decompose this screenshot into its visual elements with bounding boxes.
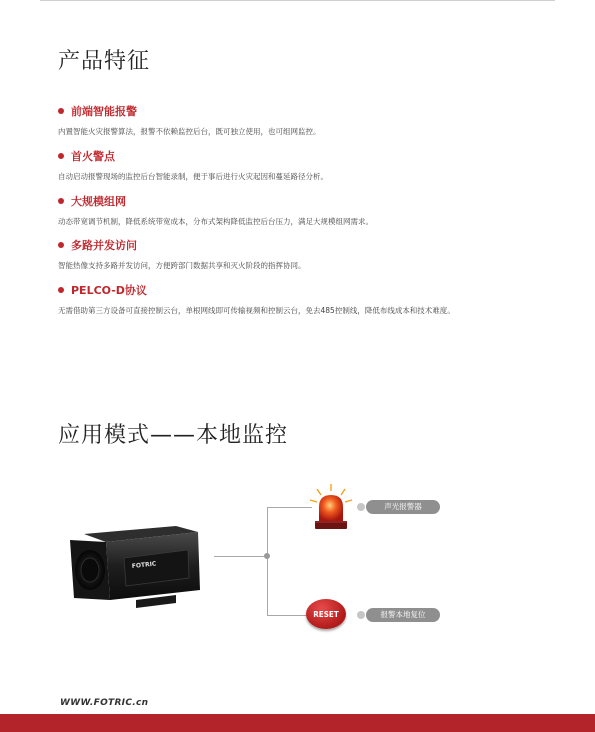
feature-title: PELCO-D协议	[71, 284, 147, 297]
feature-title: 前端智能报警	[71, 105, 137, 118]
top-rule	[40, 0, 555, 1]
output-label-reset: 报警本地复位	[366, 608, 440, 622]
feature-item	[58, 148, 558, 182]
connector-line	[267, 615, 309, 616]
feature-desc: 动态带宽调节机制，降低系统带宽成本，分布式架构降低监控后台压力，满足大规模组网需求。	[58, 217, 373, 226]
reset-button-icon	[306, 599, 346, 631]
feature-desc: 无需借助第三方设备可直接控制云台，单根网线即可传输视频和控制云台，免去485控制线，降低布线成本和技术难度。	[58, 306, 455, 315]
feature-item	[58, 193, 558, 227]
feature-desc: 内置智能火灾报警算法，报警不依赖监控后台，既可独立使用，也可组网监控。	[58, 127, 321, 136]
footer-bar	[0, 714, 595, 732]
feature-title: 大规模组网	[71, 195, 126, 208]
connector-line	[214, 556, 268, 557]
bullet-icon	[58, 153, 64, 159]
junction-dot	[264, 553, 270, 559]
feature-desc: 智能热像支持多路并发访问，方便跨部门数据共享和灭火阶段的指挥协同。	[58, 261, 306, 270]
reset-button-text: RESET	[313, 609, 339, 619]
footer-url: WWW.FOTRIC.cn	[60, 698, 149, 708]
bullet-icon	[58, 242, 64, 248]
connector-line	[267, 507, 268, 616]
thermal-camera-image	[66, 520, 216, 610]
feature-item	[58, 237, 558, 271]
feature-title: 首火警点	[71, 150, 115, 163]
output-label-alarm: 声光报警器	[366, 500, 440, 514]
section-title-application: 应用模式——本地监控	[58, 423, 289, 448]
feature-item	[58, 103, 558, 137]
bullet-icon	[58, 108, 64, 114]
section-title-features: 产品特征	[58, 49, 151, 74]
feature-desc: 自动启动报警现场的监控后台智能录制，便于事后进行火灾起因和蔓延路径分析。	[58, 172, 328, 181]
camera-brand-label: FOTRIC	[131, 560, 157, 570]
siren-icon	[308, 483, 354, 533]
feature-item	[58, 282, 558, 316]
connector-line	[267, 507, 312, 508]
feature-title: 多路并发访问	[71, 239, 137, 252]
bullet-icon	[58, 287, 64, 293]
bullet-icon	[58, 198, 64, 204]
